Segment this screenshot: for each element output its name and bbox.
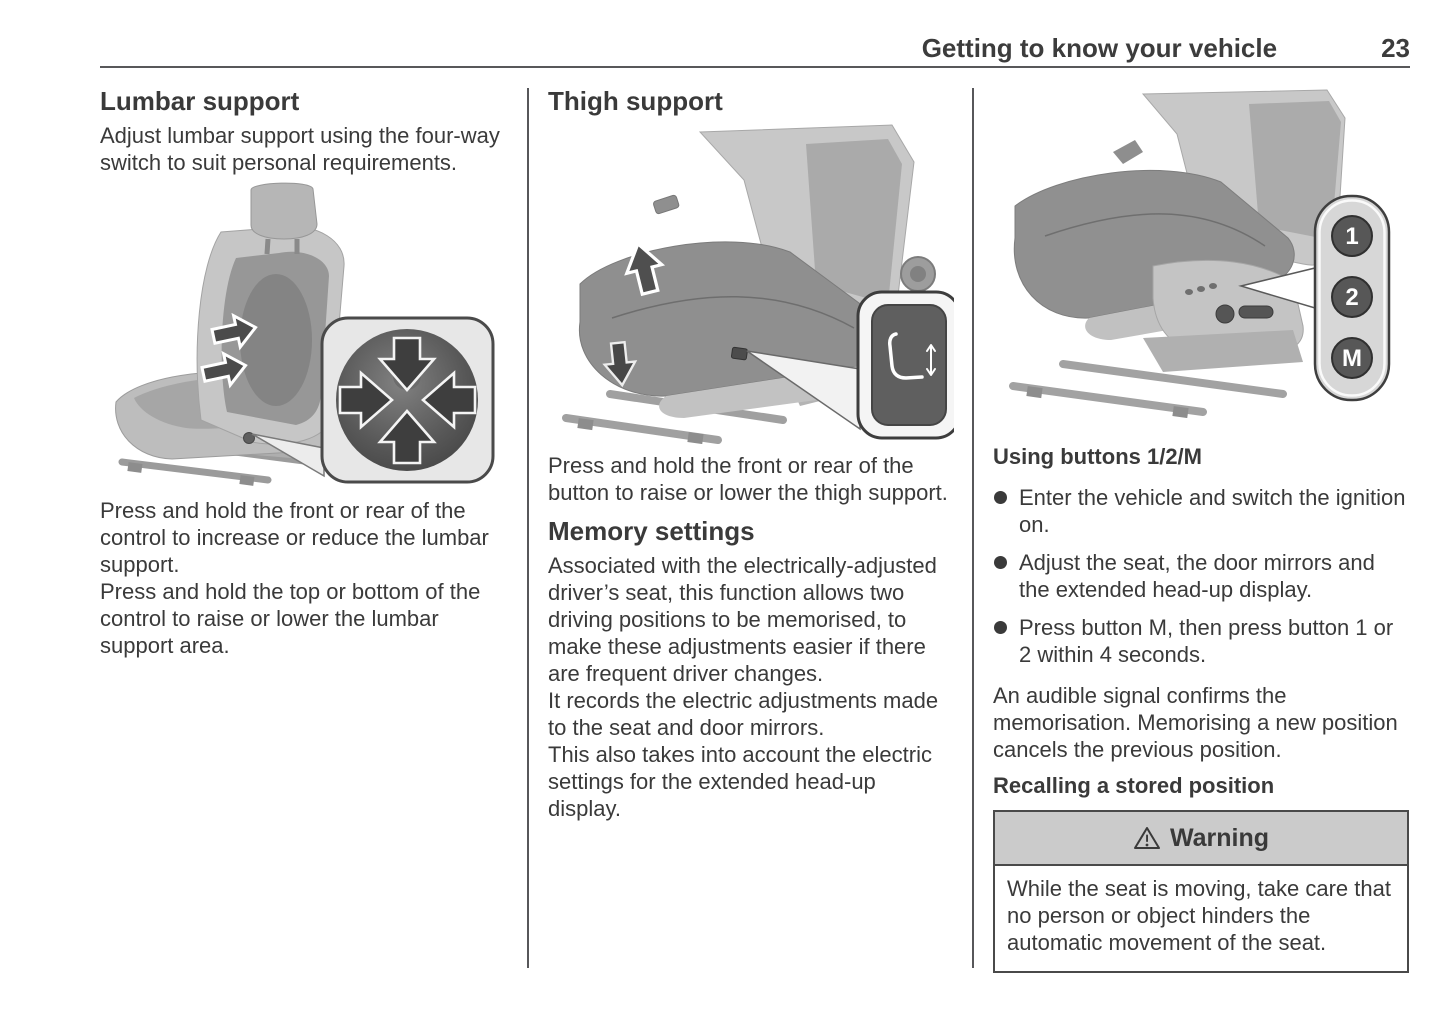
warning-box [993,810,1409,973]
thigh-button-location [731,347,747,360]
page-number: 23 [1381,33,1410,63]
headrest [251,183,317,239]
seat-adjust-knob [1216,305,1234,323]
memory-button-M-label: M [1342,345,1362,372]
header-rule [100,66,1410,68]
warning-title: Warning [1169,823,1270,852]
lumbar-intro-text: Adjust lumbar support using the four-way switch to suit personal requirements. [100,123,500,175]
step-text: Enter the vehicle and switch the ignition on. [1019,485,1406,537]
memory-button-1-label: 1 [1345,223,1359,250]
memory-buttons-illustration [993,86,1409,418]
step-text: Adjust the seat, the door mirrors and the extended head-up display. [1019,550,1375,602]
list-item [993,549,1409,603]
using-buttons-steps [993,484,1409,668]
seat-adjust-switch [1239,306,1273,318]
warning-text: While the seat is moving, take care that no person or object hinders the automatic movement of the seat. [1007,876,1391,955]
bullet-icon [994,621,1007,634]
bullet-icon [994,556,1007,569]
thigh-support-button-inset [858,292,954,438]
seat-rails [1013,364,1283,412]
memory-button-M [1332,338,1372,378]
thigh-support-button [872,305,946,425]
memory-button-2 [1332,277,1372,317]
memory-button-2-label: 2 [1345,284,1359,311]
list-item [993,484,1409,538]
lumbar-para2: Press and hold the top or bottom of the control to raise or lower the lumbar support area. [100,579,481,658]
list-item [993,614,1409,668]
thigh-support-illustration [548,122,954,444]
memory-para1: Associated with the electrically-adjusted driver’s seat, this function allows two driving positions to be memorised, to make these adjustments easier if there are frequent driver changes. [548,553,937,686]
chapter-title: Getting to know your vehicle [921,33,1278,63]
heading-memory-settings: Memory settings [548,516,755,546]
seat-base [1143,330,1303,372]
thigh-para1: Press and hold the front or rear of the button to raise or lower the thigh support. [548,453,948,505]
column-memory-buttons [993,86,1409,973]
lumbar-para1: Press and hold the front or rear of the control to increase or reduce the lumbar support. [100,498,489,577]
column-divider-1 [527,88,529,968]
memory-para3: This also takes into account the electric settings for the extended head-up display. [548,742,932,821]
heading-lumbar-support: Lumbar support [100,86,300,116]
heading-using-buttons: Using buttons 1/2/M [993,444,1202,469]
column-thigh-support [548,86,954,822]
column-divider-2 [972,88,974,968]
heading-thigh-support: Thigh support [548,86,723,116]
audible-signal-para: An audible signal confirms the memorisation. Memorising a new position cancels the previous position. [993,683,1398,762]
warning-header [995,812,1407,866]
warning-triangle-icon [1133,825,1161,851]
seat-lever [1113,140,1143,164]
seat-lever [653,195,680,215]
heading-recalling-position: Recalling a stored position [993,773,1275,798]
memory-para2: It records the electric adjustments made to the seat and door mirrors. [548,688,939,740]
bullet-icon [994,491,1007,504]
memory-buttons-panel [1315,196,1389,400]
column-lumbar-support [100,86,506,659]
lumbar-zone [240,274,312,406]
page-header [100,33,1410,64]
memory-button-1 [1332,216,1372,256]
step-text: Press button M, then press button 1 or 2 within 4 seconds. [1019,615,1394,667]
lumbar-seat-illustration [100,180,506,490]
four-way-switch-inset [322,318,493,482]
headrest-post [267,239,268,254]
